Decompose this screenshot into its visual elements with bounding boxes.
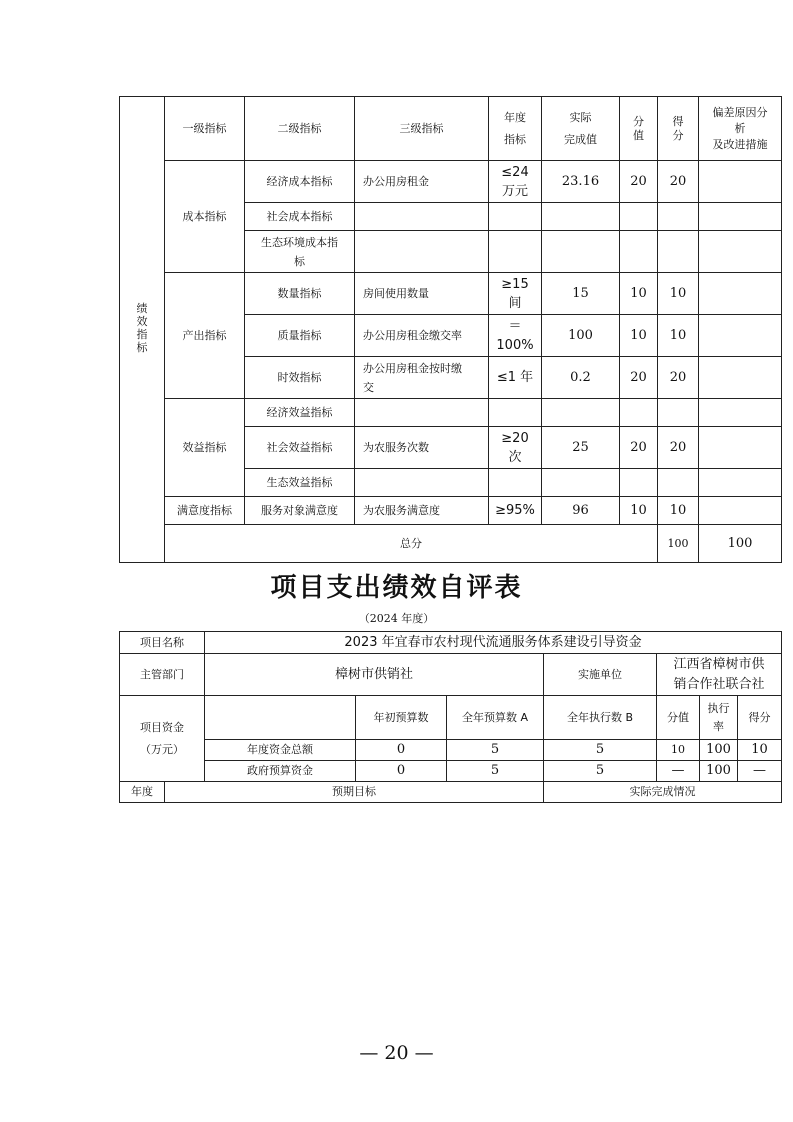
actual-quantity: 15 — [542, 273, 620, 315]
l2-econ-benefit: 经济效益指标 — [245, 399, 355, 427]
fund-row-gov — [120, 761, 782, 782]
l2-service-satisfaction: 服务对象满意度 — [245, 497, 355, 525]
fund-total-initial: 0 — [356, 740, 447, 761]
fund-total-weight: 10 — [657, 740, 700, 761]
project-evaluation-table — [119, 631, 782, 803]
weight-social-benefit: 20 — [620, 427, 658, 469]
fund-header-executed: 全年执行数 B — [544, 696, 657, 740]
fund-header-row — [120, 696, 782, 740]
l2-timeliness: 时效指标 — [245, 357, 355, 399]
dept-label: 主管部门 — [120, 654, 205, 696]
score-quantity: 10 — [658, 273, 699, 315]
target-econ-cost: ≤24 万元 — [489, 161, 542, 203]
total-score: 100 — [699, 525, 782, 563]
score-service-satisfaction: 10 — [658, 497, 699, 525]
weight-quality: 10 — [620, 315, 658, 357]
table-row — [120, 161, 782, 203]
l3-quantity: 房间使用数量 — [355, 273, 489, 315]
project-name-row — [120, 632, 782, 654]
header-level1: 一级指标 — [165, 97, 245, 161]
fund-gov-executed: 5 — [544, 761, 657, 782]
header-level2: 二级指标 — [245, 97, 355, 161]
actual-social-benefit: 25 — [542, 427, 620, 469]
l3-econ-cost: 办公用房租金 — [355, 161, 489, 203]
total-label: 总分 — [165, 525, 658, 563]
actual-econ-cost: 23.16 — [542, 161, 620, 203]
header-score: 得 分 — [658, 97, 699, 161]
table-row — [120, 497, 782, 525]
header-target: 年度 指标 — [489, 97, 542, 161]
fund-header-weight: 分值 — [657, 696, 700, 740]
header-reason: 偏差原因分 析 及改进措施 — [699, 97, 782, 161]
document-title: 项目支出绩效自评表 — [270, 573, 523, 603]
fund-header-full-year: 全年预算数 A — [447, 696, 544, 740]
l3-timeliness: 办公用房租金按时缴 交 — [355, 357, 489, 399]
l2-social-benefit: 社会效益指标 — [245, 427, 355, 469]
fund-total-score: 10 — [738, 740, 782, 761]
group-output: 产出指标 — [165, 273, 245, 399]
table-header-row — [120, 97, 782, 161]
side-label-cell — [120, 97, 165, 563]
fund-total-full-year: 5 — [447, 740, 544, 761]
reason-econ-cost — [699, 161, 782, 203]
target-timeliness: ≤1 年 — [489, 357, 542, 399]
total-weight: 100 — [658, 525, 699, 563]
project-name-label: 项目名称 — [120, 632, 205, 654]
l2-quantity: 数量指标 — [245, 273, 355, 315]
fund-gov-initial: 0 — [356, 761, 447, 782]
department-row — [120, 654, 782, 696]
year-label: 年度 — [120, 782, 165, 803]
page-number: — 20 — — [359, 1042, 434, 1064]
table-row — [120, 273, 782, 315]
fund-gov-label: 政府预算资金 — [205, 761, 356, 782]
weight-timeliness: 20 — [620, 357, 658, 399]
header-weight: 分 值 — [620, 97, 658, 161]
fund-gov-rate: 100 — [700, 761, 738, 782]
score-quality: 10 — [658, 315, 699, 357]
fund-total-rate: 100 — [700, 740, 738, 761]
fund-gov-score: — — [738, 761, 782, 782]
group-cost: 成本指标 — [165, 161, 245, 273]
score-social-benefit: 20 — [658, 427, 699, 469]
l3-quality: 办公用房租金缴交率 — [355, 315, 489, 357]
weight-quantity: 10 — [620, 273, 658, 315]
performance-indicator-table — [119, 96, 782, 563]
l2-econ-cost: 经济成本指标 — [245, 161, 355, 203]
target-quantity: ≥15 间 — [489, 273, 542, 315]
weight-service-satisfaction: 10 — [620, 497, 658, 525]
fund-gov-weight: — — [657, 761, 700, 782]
weight-econ-cost: 20 — [620, 161, 658, 203]
fund-total-executed: 5 — [544, 740, 657, 761]
l2-quality: 质量指标 — [245, 315, 355, 357]
fund-total-label: 年度资金总额 — [205, 740, 356, 761]
score-timeliness: 20 — [658, 357, 699, 399]
project-name: 2023 年宜春市农村现代流通服务体系建设引导资金 — [205, 632, 782, 654]
goal-label: 预期目标 — [165, 782, 544, 803]
l2-social-cost: 社会成本指标 — [245, 203, 355, 231]
actual-timeliness: 0.2 — [542, 357, 620, 399]
fund-header-rate: 执行 率 — [700, 696, 738, 740]
actual-service-satisfaction: 96 — [542, 497, 620, 525]
total-row — [120, 525, 782, 563]
side-label: 绩效指标 — [136, 302, 148, 354]
target-service-satisfaction: ≥95% — [489, 497, 542, 525]
l3-social-benefit: 为农服务次数 — [355, 427, 489, 469]
impl-value: 江西省樟树市供 销合作社联合社 — [657, 654, 782, 696]
header-level3: 三级指标 — [355, 97, 489, 161]
fund-header-initial: 年初预算数 — [356, 696, 447, 740]
l3-service-satisfaction: 为农服务满意度 — [355, 497, 489, 525]
fund-header-score: 得分 — [738, 696, 782, 740]
l2-eco-benefit: 生态效益指标 — [245, 469, 355, 497]
score-econ-cost: 20 — [658, 161, 699, 203]
actual-quality: 100 — [542, 315, 620, 357]
completion-label: 实际完成情况 — [544, 782, 782, 803]
target-social-benefit: ≥20 次 — [489, 427, 542, 469]
fund-gov-full-year: 5 — [447, 761, 544, 782]
fund-label: 项目资金 （万元） — [120, 696, 205, 782]
goal-header-row — [120, 782, 782, 803]
fund-row-total — [120, 740, 782, 761]
l2-eco-cost: 生态环境成本指 标 — [245, 231, 355, 273]
table-row — [120, 399, 782, 427]
target-quality: ＝ 100% — [489, 315, 542, 357]
header-actual: 实际 完成值 — [542, 97, 620, 161]
document-year: （2024 年度） — [358, 612, 435, 625]
impl-label: 实施单位 — [544, 654, 657, 696]
dept-value: 樟树市供销社 — [205, 654, 544, 696]
group-satisfaction: 满意度指标 — [165, 497, 245, 525]
group-benefit: 效益指标 — [165, 399, 245, 497]
